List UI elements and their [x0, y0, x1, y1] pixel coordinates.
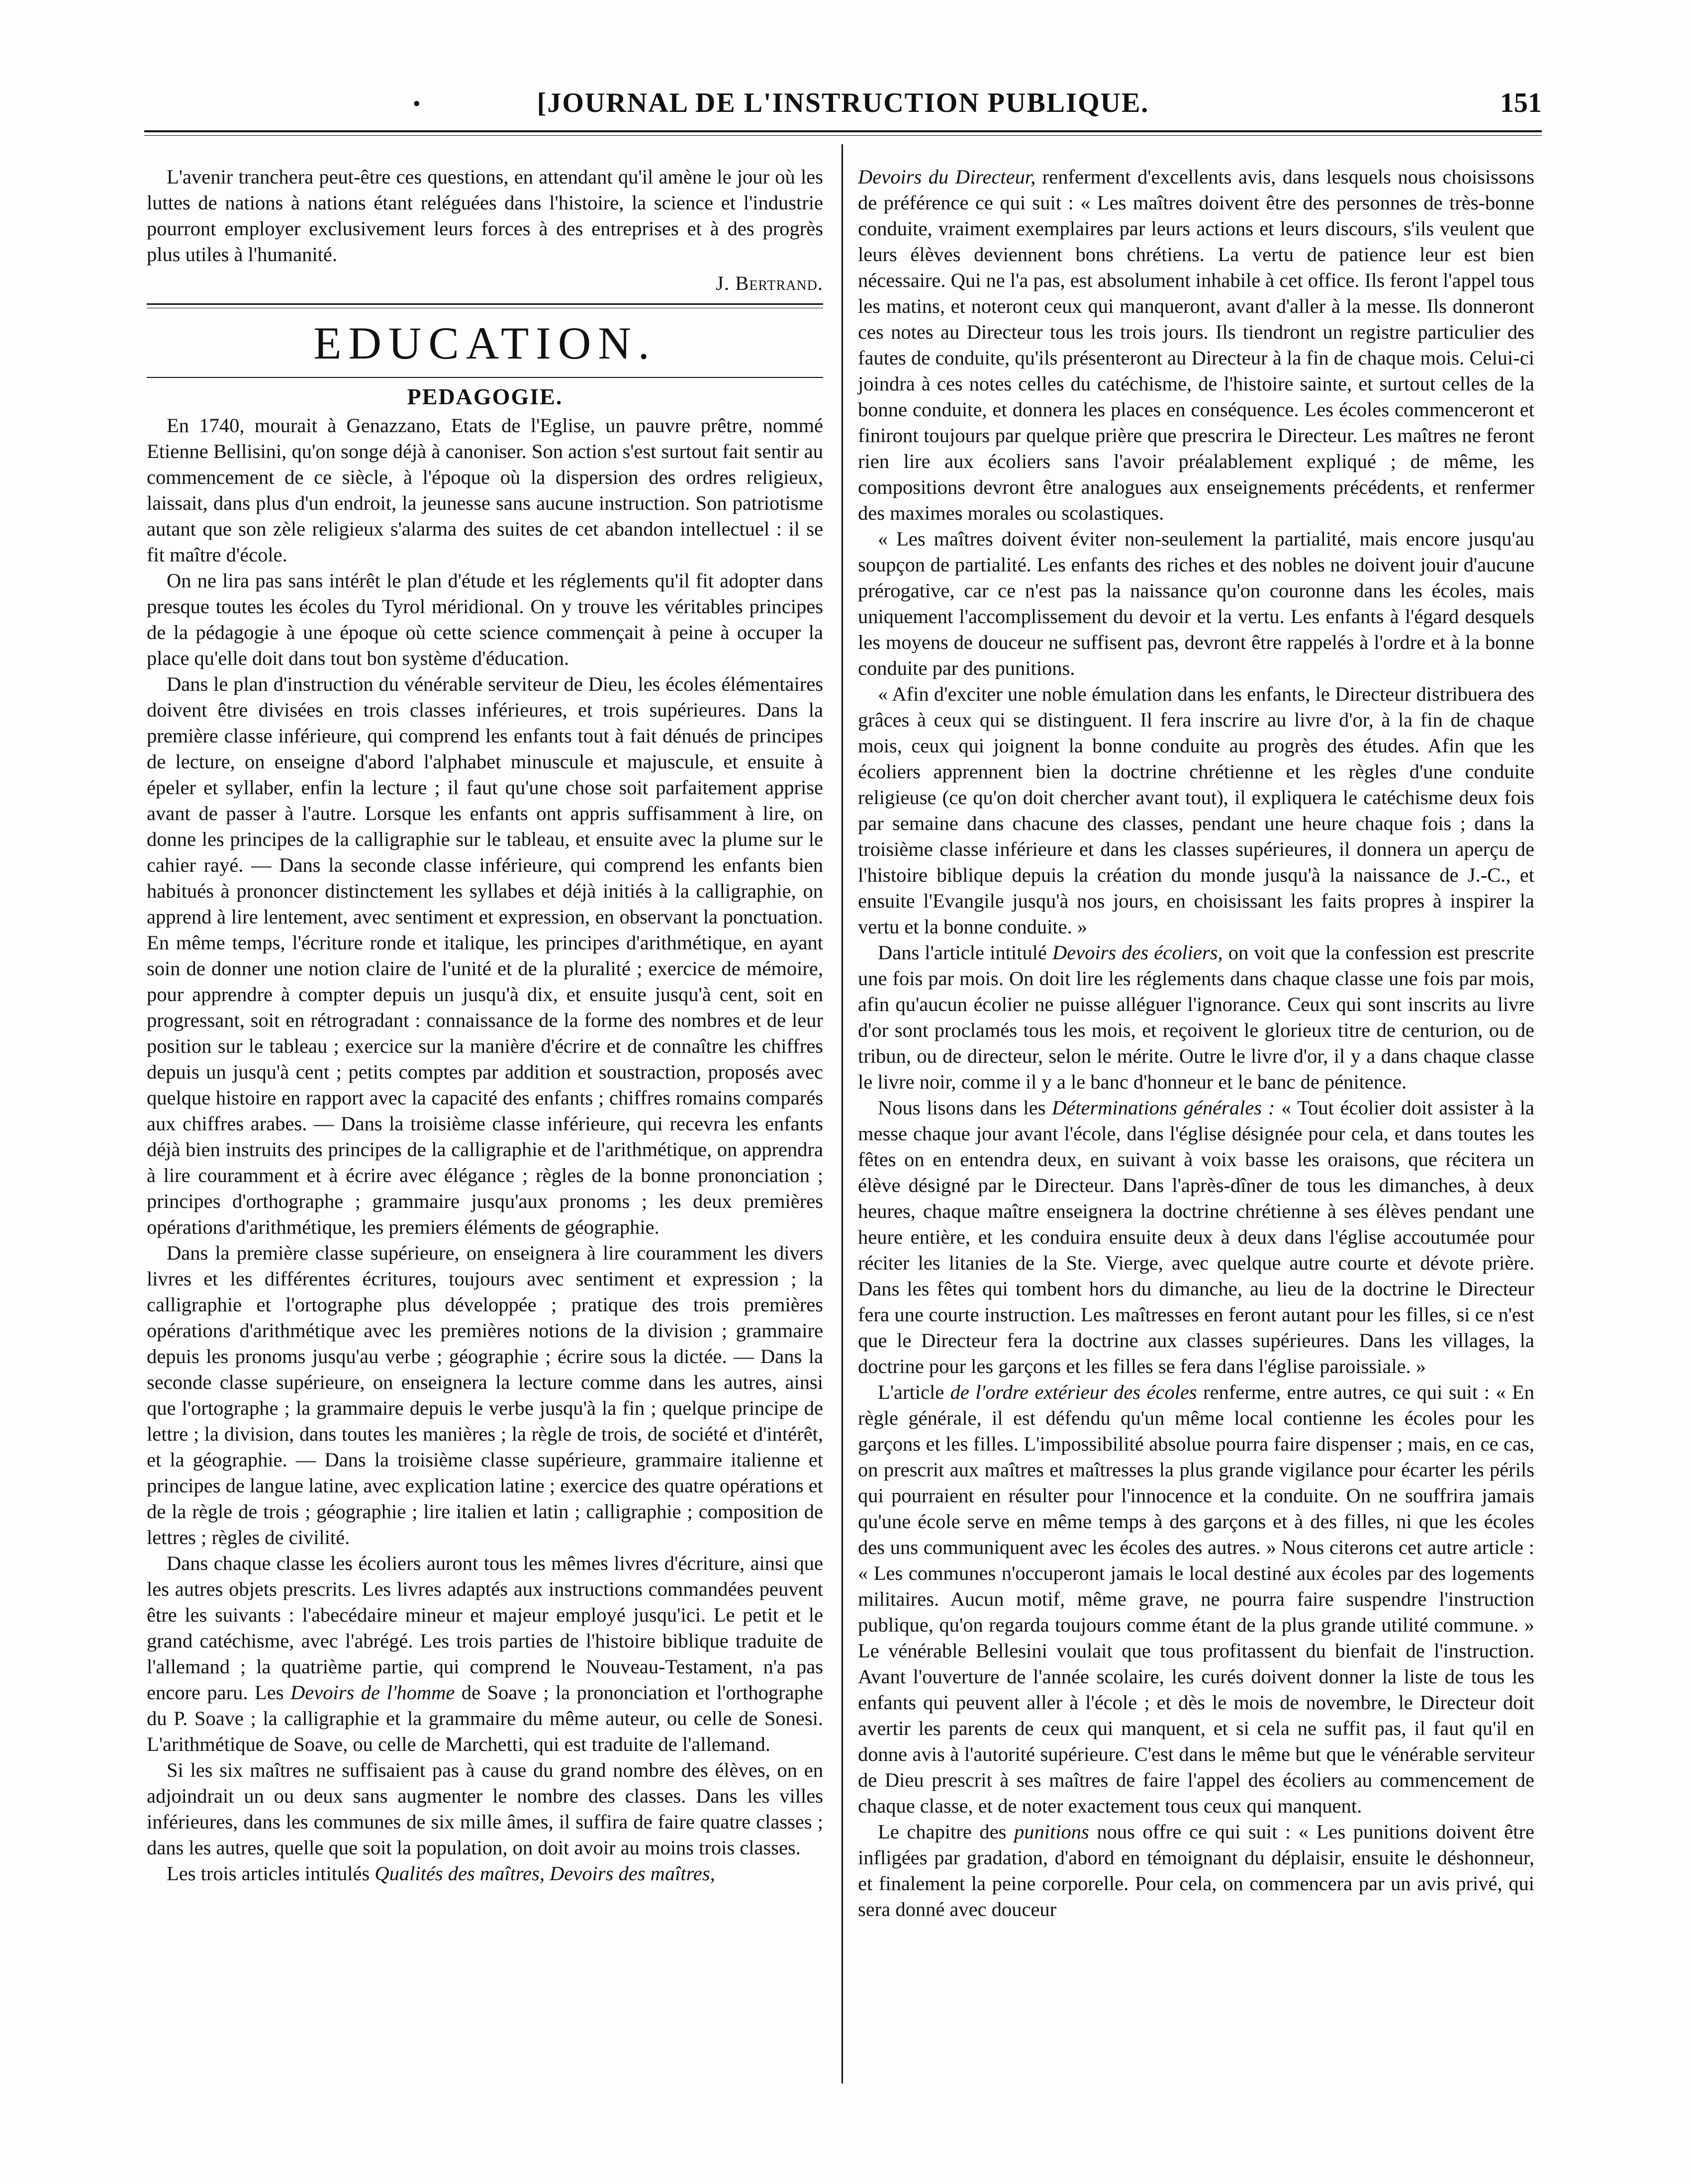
paragraph	[858, 1095, 1534, 1379]
paragraph: « Afin d'exciter une noble émulation dans les enfants, le Directeur distribuera des grâces à ceux qui se distinguent. Il fera inscrire au livre d'or, à la fin de chaque mois, ceux qui joignent la bonne conduite au progrès des études. Afin que les écoliers apprennent bien la doctrine chrétienne et les règles d'une conduite religieuse (ce qu'on doit chercher avant tout), il expliquera le catéchisme deux fois par semaine dans chacune des classes, pendant une heure chaque fois ; dans la troisième classe inférieure et dans les classes supérieures, il donnera un aperçu de l'histoire biblique depuis la création du monde jusqu'à la naissance de J.-C., et ensuite l'Evangile jusqu'à nos jours, en choisissant les faits propres à inspirer la vertu et la bonne conduite. »	[858, 683, 1534, 938]
paragraph: Dans la première classe supérieure, on enseignera à lire couramment les divers livres et les différentes écritures, toujours avec sentiment et expression ; la calligraphie et l'ortographe plus développée ; pratique des trois premières opérations d'arithmétique avec les premières notions de la division ; grammaire depuis les pronoms jusqu'au verbe ; géographie ; écrire sous la dictée. — Dans la seconde classe supérieure, on enseignera la lecture comme dans les autres, ainsi que l'ortographe ; la grammaire depuis le verbe jusqu'à la fin ; quelque principe de lettre ; la division, dans toutes les manières ; la règle de trois, de société et d'intérêt, et la géographie. — Dans la troisième classe supérieure, grammaire italienne et principes de langue latine, avec explication latine ; exercice des quatre opérations et de la règle de trois ; géographie ; lire italien et latin ; calligraphie ; composition de lettres ; règles de civilité.	[147, 1242, 823, 1548]
intro-paragraph: L'avenir tranchera peut-être ces questions, en attendant qu'il amène le jour où les luttes de nations à nations étant reléguées dans l'histoire, la science et l'industrie pourront employer exclusivement leurs forces à des entreprises et à des progrès plus utiles à l'humanité.	[147, 166, 823, 266]
paragraph: « Les maîtres doivent éviter non-seulement la partialité, mais encore jusqu'au soupçon de partialité. Les enfants des riches et des nobles ne doivent jouir d'aucune prérogative, car ce n'est pas la naissance qu'on couronne dans les écoles, mais uniquement l'accomplissement du devoir et la vertu. Les enfants à l'égard desquels les moyens de douceur ne suffisent pas, devront être rappelés à l'ordre et à la bonne conduite par des punitions.	[858, 528, 1534, 679]
header-dot: •	[413, 91, 421, 116]
left-column	[147, 164, 823, 1887]
column-separator	[842, 144, 843, 2084]
paragraph: Si les six maîtres ne suffisaient pas à cause du grand nombre des élèves, on en adjoindrait un ou deux sans augmenter le nombre des classes. Dans les villes inférieures, dans les communes de six mille âmes, il suffira de faire quatre classes ; dans les autres, quelle que soit la population, on doit avoir au moins trois classes.	[147, 1759, 823, 1859]
journal-title: [JOURNAL DE L'INSTRUCTION PUBLIQUE.	[537, 88, 1149, 118]
text-run: Les trois articles intitulés	[167, 1862, 375, 1885]
section-rule	[147, 303, 823, 308]
italic-title: de l'ordre extérieur des écoles	[950, 1381, 1197, 1403]
paragraph	[858, 164, 1534, 526]
page-number: 151	[1500, 88, 1542, 118]
italic-title: Qualités des maîtres, Devoirs des maîtres,	[375, 1862, 715, 1885]
italic-title: punitions	[1014, 1820, 1089, 1843]
text-run: renferme, entre autres, ce qui suit : « En règle générale, il est défendu qu'un même local contienne les écoles pour les garçons et les filles. L'impossibilité absolue pourra faire dispenser ; mais, en ce cas, on prescrit aux maîtres et maîtresses la plus grande vigilance pour écarter les périls qui pourraient en résulter pour l'innocence et la conduite. On ne souffrira jamais qu'une école serve en même temps à des garçons et à des filles, ni que les écoles des uns communiquent avec les écoles des autres. » Nous citerons cet autre article : « Les communes n'occuperont jamais le local destiné aux écoles par des logements militaires. Aucun motif, même grave, ne pourra faire suspendre l'instruction publique, qu'on regarda toujours comme étant de la plus grande utilité commune. » Le vénérable Bellesini voulait que tous profitassent du bienfait de l'instruction. Avant l'ouverture de l'année scolaire, les curés doivent donner la liste de tous les enfants qui peuvent aller à l'école ; et dès le mois de novembre, le Directeur doit avertir les parents de ceux qui manquent, et si cela ne suffit pas, il faut qu'il en donne avis à l'autorité supérieure. C'est dans le même but que le vénérable serviteur de Dieu prescrit à ses maîtres de faire l'appel des écoliers au commencement de chaque classe, et de noter exactement tous ceux qui manquent.	[858, 1381, 1534, 1817]
text-run: nous offre ce qui suit : « Les punitions doivent être infligées par gradation, d'abord en témoignant du déplaisir, ensuite le déshonneur, et finalement la peine corporelle. Pour cela, on commencera par un avis privé, qui sera donné avec douceur	[858, 1820, 1535, 1920]
text-run: on voit que la confession est prescrite une fois par mois. On doit lire les réglements dans chaque classe une fois par mois, afin qu'aucun écolier ne puisse alléguer l'ignorance. Ceux qui sont inscrits au livre d'or sont proclamés tous les mois, et reçoivent le glorieux titre de centurion, ou de tribun, ou de directeur, selon le mérite. Outre le livre d'or, il y a dans chaque classe le livre noir, comme il y a le banc d'honneur et le banc de pénitence.	[858, 941, 1535, 1093]
text-run: Dans l'article intitulé	[878, 941, 1052, 964]
italic-title: Devoirs des écoliers,	[1052, 941, 1223, 964]
author-signature: J. Bertrand.	[716, 272, 823, 294]
italic-title: Déterminations générales :	[1052, 1096, 1275, 1119]
section-title-rule	[147, 377, 823, 378]
italic-title: Devoirs du Directeur,	[858, 166, 1036, 188]
paragraph	[858, 1379, 1534, 1819]
paragraph: Dans le plan d'instruction du vénérable serviteur de Dieu, les écoles élémentaires doivent être divisées en trois classes inférieures, et trois supérieures. Dans la première classe inférieure, qui comprend les enfants tout à fait dénués de principes de lecture, on enseigne d'abord l'alphabet minuscule et majuscule, et ensuite à épeler et syllaber, enfin la lecture ; il faut qu'une chose soit parfaitement apprise avant de passer à l'autre. Lorsque les enfants ont appris suffisamment à lire, on donne les principes de la calligraphie sur le tableau, et ensuite avec la plume sur le cahier rayé. — Dans la seconde classe inférieure, qui comprend les enfants bien habitués à prononcer distinctement les syllabes et déjà initiés à la calligraphie, on apprend à lire lentement, avec sentiment et expression, en observant la ponctuation. En même temps, l'écriture ronde et italique, les principes d'arithmétique, en ayant soin de donner une notion claire de l'unité et de la pluralité ; exercice de mémoire, pour apprendre à compter depuis un jusqu'à dix, et ensuite jusqu'à cent, soit en progressant, soit en rétrogradant : connaissance de la forme des nombres et de leur position sur le tableau ; exercice sur la manière d'écrire et de connaître les chiffres depuis un jusqu'à cent ; petits comptes par addition et soustraction, proposés avec quelque histoire en rapport avec la capacité des enfants ; chiffres romains comparés aux chiffres arabes. — Dans la troisième classe inférieure, qui recevra les enfants déjà bien instruits des principes de la calligraphie et de l'arithmétique, on apprendra à lire couramment et à écrire avec élégance ; règles de la bonne prononciation ; principes d'orthographe ; grammaire jusqu'aux pronoms ; les deux premières opérations d'arithmétique, les premiers éléments de géographie.	[147, 673, 823, 1238]
text-run: de Soave ; la prononciation et l'orthographe du P. Soave ; la calligraphie et la grammaire du même auteur, ou celle de Sonesi. L'arithmétique de Soave, ou celle de Marchetti, qui est traduite de l'allemand.	[147, 1681, 823, 1755]
paragraph	[147, 1861, 823, 1887]
paragraph: On ne lira pas sans intérêt le plan d'étude et les réglements qu'il fit adopter dans presque toutes les écoles du Tyrol méridional. On y trouve les véritables principes de la pédagogie à une époque où cette science commençait à peine à occuper la place qu'elle doit dans tout bon système d'éducation.	[147, 569, 823, 669]
text-run: « Tout écolier doit assister à la messe chaque jour avant l'école, dans l'église désignée pour cela, et dans toutes les fêtes on en entendra deux, en suivant à voix basse les oraisons, que récitera un élève désigné par le Directeur. Dans l'après-dîner de tous les dimanches, à deux heures, chaque maître enseignera la doctrine chrétienne à ses élèves pendant une heure entière, et les conduira ensuite deux à deux dans l'église accoutumée pour réciter les litanies de la Ste. Vierge, avec quelque autre courte et dévote prière. Dans les fêtes qui tombent hors du dimanche, au lieu de la doctrine le Directeur fera une courte instruction. Les maîtresses en feront autant pour les filles, si ce n'est que le Directeur fera la doctrine aux classes supérieures. Dans les villages, la doctrine pour les garçons et les filles se fera dans l'église paroissiale. »	[858, 1096, 1534, 1377]
subheading: PEDAGOGIE.	[407, 384, 563, 409]
text-run: L'article	[878, 1381, 950, 1403]
text-run: Nous lisons dans les	[878, 1096, 1052, 1119]
paragraph	[147, 1550, 823, 1757]
text-run: renferment d'excellents avis, dans lesquels nous choisissons de préférence ce qui suit : « Les maîtres doivent être des personnes de très-bonne conduite, vraiment exemplaires par leurs actions et leurs discours, s'ils veulent que leurs élèves deviennent bons chrétiens. La vertu de patience leur est bien nécessaire. Qui ne l'a pas, est absolument inhabile à cet office. Ils feront l'appel tous les matins, et noteront ceux qui manqueront, avant d'aller à la messe. Ils donneront ces notes au Directeur tous les trois jours. Ils tiendront un registre particulier des fautes de conduite, qu'ils présenteront au Directeur à la fin de chaque mois. Celui-ci joindra à ces notes celles du catéchisme, de l'histoire sainte, et surtout celles de la bonne conduite, et donnera les places en conséquence. Les écoles commenceront et finiront toujours par quelque prière que prescrira le Directeur. Les maîtres ne feront rien lire aux écoliers sans l'avoir préalablement expliqué ; de même, les compositions devront être analogues aux enseignements précédents, et renfermer des maximes morales ou scolastiques.	[858, 166, 1535, 524]
section-title: EDUCATION.	[313, 318, 657, 368]
paragraph	[858, 940, 1534, 1095]
text-run: Dans chaque classe les écoliers auront tous les mêmes livres d'écriture, ainsi que les autres objets prescrits. Les livres adaptés aux instructions commandées peuvent être les suivants : l'abecédaire mineur et majeur employé jusqu'ici. Le petit et le grand catéchisme, avec l'abrégé. Les trois parties de l'histoire biblique traduite de l'allemand ; la quatrième partie, qui comprend le Nouveau-Testament, n'a pas encore paru. Les	[147, 1552, 823, 1704]
header-rule-thin	[144, 135, 1542, 136]
text-run: Le chapitre des	[878, 1820, 1014, 1843]
header-rule	[144, 130, 1542, 132]
paragraph	[858, 1819, 1534, 1922]
paragraph: En 1740, mourait à Genazzano, Etats de l'Eglise, un pauvre prêtre, nommé Etienne Bellisini, qu'on songe déjà à canoniser. Son action s'est surtout fait sentir au commencement de ce siècle, à l'époque où la dispersion des ordres religieux, laissait, dans plus d'un endroit, la jeunesse sans aucune instruction. Son patriotisme autant que son zèle religieux s'alarma des suites de cet abandon intellectuel : il se fit maître d'école.	[147, 414, 823, 566]
right-column	[858, 164, 1534, 1922]
page-header	[144, 87, 1542, 122]
italic-title: Devoirs de l'homme	[290, 1681, 455, 1704]
